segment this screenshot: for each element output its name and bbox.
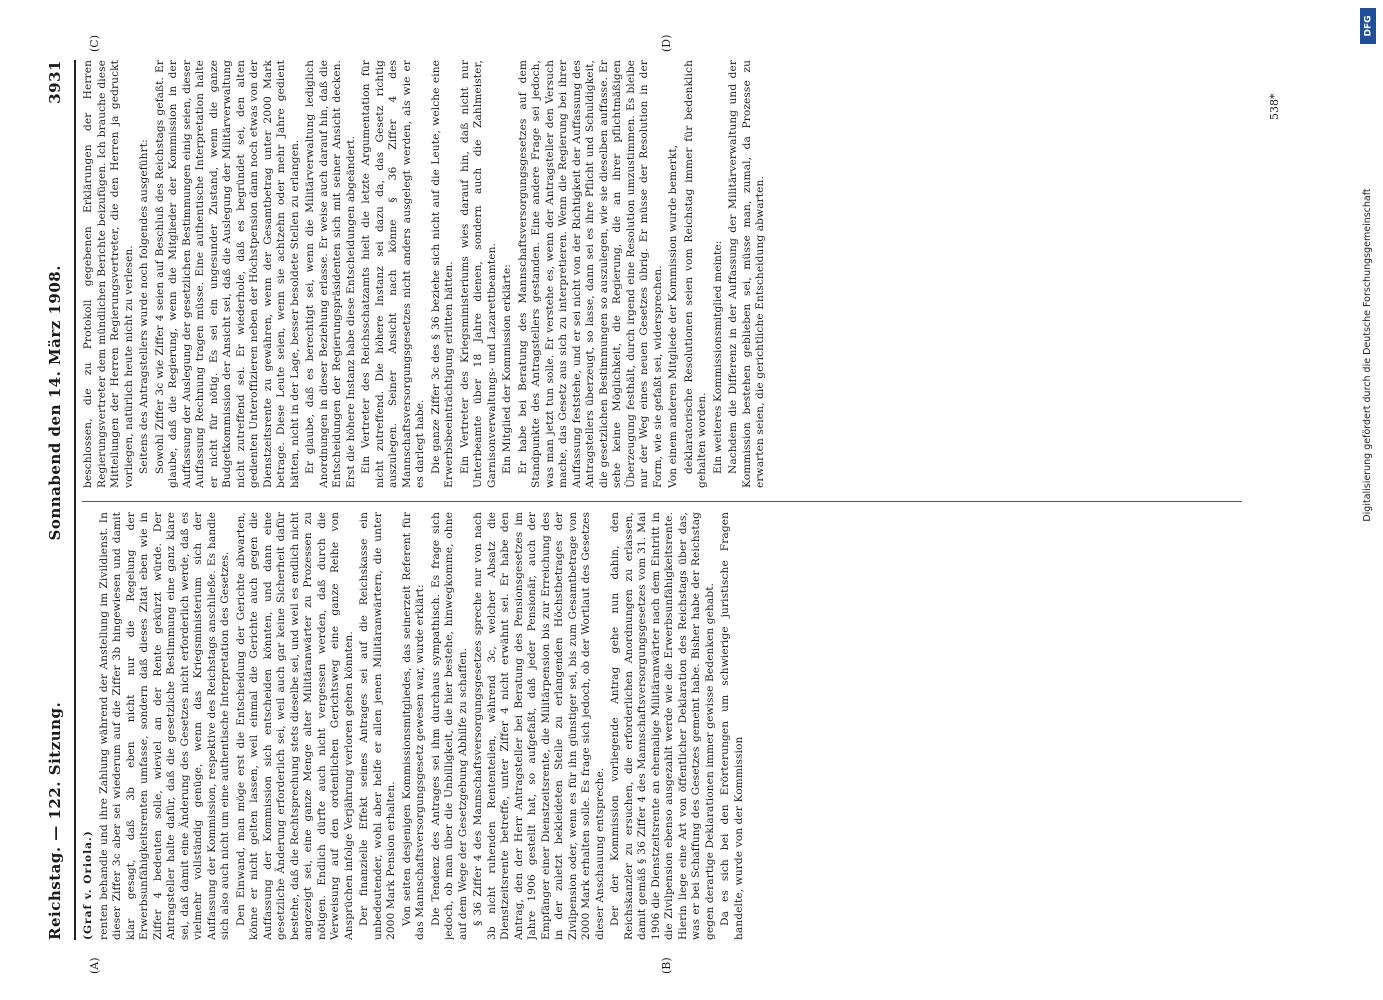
paragraph: Der der Kommission vorliegende Antrag gehe nun dahin, den Reichskanzler zu ersuchen, die erforderlichen Anordnungen zu erlassen, damit gemäß § 36 Ziffer 4 des Mannschaftsversorgungsgesetzes vom 31. Mai 1906 die Dienstzeitsrente an ehemalige Militäranwärter nach dem Eintritt in die Zivilpension ebenso ausgezahlt werde wie die Erwerbsunfähigkeitsrente. Hierin liege eine Art von öffentlicher Deklaration des Reichstags über das, was er bei Schaffung des Gesetzes gemeint habe. Bisher habe der Reichstag gegen derartige Deklarationen immer gewisse Bedenken gehabt.: [609, 512, 716, 940]
paragraph: beschlossen, die zu Protokoll gegebenen Erklärungen der Herren Regierungsvertreter dem mündlichen Berichte beizufügen. Ich brauche diese Mitteilungen der Herren Regierungsvertreter, die den Herren ja gedruckt vorliegen, natürlich heute nicht zu verlesen.: [82, 60, 135, 488]
margin-marker-b: (B): [660, 957, 673, 974]
paragraph: Er habe bei Beratung des Mannschaftsversorgungsgesetzes auf dem Standpunkte des Antragstellers gestanden. Eine andere Frage sei jedoch, was man jetzt tun solle. Er verstehe es, wenn der Antragsteller den Versuch mache, das Gesetz aus sich zu interpretieren. Wenn die Regierung bei ihrer Auffassung feststehe, und er sei nicht von der Richtigkeit der Auffassung des Antragstellers überzeugt, so lasse, dann sei es ihre Pflicht und Schuldigkeit, die gesetzlichen Bestimmungen so auszulegen, wie sie dieselben auffasse. Er sehe keine Möglichkeit, die Regierung, die an ihrer pflichtmäßigen Überzeugung festhält, durch irgend eine Resolution umzustimmen. Es bleibe nur der Weg eines neuen Gesetzes übrig. Er müsse der Resolution in der Form, wie sie gefaßt sei, widersprechen.: [516, 60, 664, 488]
paragraph: renten behandle und ihre Zahlung während der Anstellung im Zivildienst. In dieser Ziffer 3c aber sei wiederum auf die Ziffer 3b hingewiesen und damit klar gesagt, daß 3b eben nicht nur die Regelung der Erwerbsunfähigkeitsrenten umfasse, sondern daß dieses Zitat eben wie in Ziffer 4 bedeuten solle, wieviel an der Rente gekürzt würde. Der Antragsteller halte dafür, daß die gesetzliche Bestimmung eine ganz klare sei, daß damit eine Änderung des Gesetzes nicht erforderlich werde, daß es vielmehr vollständig genüge, wenn das Kriegsministerium sich der Auffassung der Kommission, respektive des Reichstags anschließe. Es handle sich also auch nicht um eine authentische Interpretation des Gesetzes.: [97, 512, 231, 940]
paragraph: deklaratorische Resolutionen seien vom Reichstag immer für bedenklich gehalten worden.: [682, 60, 708, 488]
right-column: [82, 60, 1287, 488]
page-header: [46, 60, 70, 940]
paragraph: Die ganze Ziffer 3c des § 36 beziehe sich nicht auf die Leute, welche eine Erwerbsbeeinträchtigung erlitten hätten.: [429, 60, 455, 488]
speaker-tag: (Graf v. Oriola.): [82, 830, 94, 940]
margin-marker-c: (C): [88, 35, 101, 52]
header-date: Sonnabend den 14. März 1908.: [46, 265, 64, 541]
credit-text: Digitalisierung gefördert durch die Deutsche Forschungsgemeinschaft: [1362, 188, 1373, 522]
left-column: [82, 512, 1287, 940]
paragraph: Ein Mitglied der Kommission erklärte:: [501, 264, 513, 474]
paragraph: Sowohl Ziffer 3c wie Ziffer 4 seien auf Beschluß des Reichstags gefaßt. Er glaube, daß die Regierung, wenn die Mitglieder der Kommission in der Auffassung der Auslegung der gesetzlichen Bestimmungen einig seien, dieser Auffassung Rechnung tragen müsse. Eine authentische Interpretation halte er nicht für nötig. Es sei ein ungesunder Zustand, wenn die ganze Budgetkommission der Ansicht sei, daß die Auslegung der Militärverwaltung nicht zutreffend sei. Er wiederhole, daß es begründet sei, den alten gedienten Unteroffizieren neben der Höchstpension dann noch etwas von der Dienstzeitsrente zu gewähren, wenn der Gesamtbetrag unter 2000 Mark betrage. Diese Leute seien, wenn sie achtzehn oder mehr Jahre gedient hätten, nicht in der Lage, besser besoldete Stellen zu erlangen.: [153, 60, 301, 488]
header-rule: [74, 60, 76, 940]
paragraph: Von seiten desjenigen Kommissionsmitgliedes, das seinerzeit Referent für das Mannschaftsversorgungsgesetz gewesen war, wurde erklärt:: [400, 512, 426, 940]
paragraph: Der finanzielle Effekt seines Antrages sei auf die Reichskasse ein unbedeutender, wohl aber helfe er allen jenen Militäranwärtern, die unter 2000 Mark Pension erhalten.: [358, 512, 397, 940]
paragraph: Nachdem die Differenz in der Auffassung der Militärverwaltung und der Kommission bestehen geblieben sei, müsse man, zumal, da Prozesse zu erwarten seien, die gerichtliche Entscheidung abwarten.: [727, 60, 766, 488]
paragraph: Die Tendenz des Antrages sei ihm durchaus sympathisch. Es frage sich jedoch, ob man über die Unbilligkeit, die hier bestehe, hinwegkomme, ohne auf dem Wege der Gesetzgebung Abhilfe zu schaffen.: [429, 512, 469, 940]
paragraph: Ein Vertreter des Reichsschatzamts hielt die letzte Argumentation für nicht zutreffend. Die höhere Instanz sei dazu da, das Gesetz richtig auszulegen. Seiner Ansicht nach könne § 36 Ziffer 4 des Mannschaftsversorgungsgesetzes nicht anders ausgelegt werden, als wie er es darlegt habe.: [360, 60, 426, 488]
header-left: Reichstag. — 122. Sitzung.: [46, 701, 64, 940]
dfg-logo-icon: DFG: [1360, 8, 1376, 44]
signature-mark: 538*: [1268, 93, 1281, 120]
paragraph: Seitens des Antragstellers wurde noch folgendes ausgeführt:: [138, 139, 150, 474]
page-number: 3931: [46, 60, 64, 104]
paragraph: Da es sich bei den Erörterungen um schwierige juristische Fragen handelte, wurde von der Kommission: [719, 512, 745, 940]
paragraph: § 36 Ziffer 4 des Mannschaftsversorgungsgesetzes spreche nur von nach 3b nicht ruhenden Rententeilen, während 3c, welcher Absatz die Dienstzeitsrente betreffe, unter Ziffer 4 nicht erwähnt sei. Er habe den Antrag, den der Herr Antragsteller bei Beratung des Pensionsgesetzes im Jahre 1906 gestellt hat, so aufgefaßt, daß jeder Pensionär, auch der Empfänger einer Dienstzeitsrente, die Militärpension bis zur Erreichung des in der zuletzt bekleideten Stelle zu erlangenden Höchstbetrages der Zivilpension oder, wenn es für ihn günstiger sei, bis zum Gesamtbetrage von 2000 Mark erhalten solle. Es frage sich jedoch, ob der Wortlaut des Gesetzes dieser Anschauung entspreche.: [472, 512, 606, 940]
paragraph: Von einem anderen Mitgliede der Kommission wurde bemerkt,: [667, 144, 679, 488]
margin-marker-d: (D): [660, 34, 673, 52]
paragraph: Ein Vertreter des Kriegsministeriums wies darauf hin, daß nicht nur Unterbeamte über 18 Jahre dienen, sondern auch die Zahlmeister, Garnisonverwaltungs- und Lazarettbeamten.: [458, 60, 498, 488]
column-divider: [82, 501, 1242, 502]
paragraph: Den Einwand, man möge erst die Entscheidung der Gerichte abwarten, könne er nicht gelten lassen, weil einmal die Gerichte auch gegen die Auffassung der Kommission sich entscheiden könnten, und dann eine gesetzliche Änderung erforderlich sei, weil auch gar keine Sicherheit dafür bestehe, daß die Rechtsprechung stets dieselbe sei, und weil es endlich nicht angezeigt sei, eine ganze Menge alter Militäranwärter zu Prozessen zu nötigen. Endlich dürfte auch nicht vergessen werden, daß durch die Verweisung auf den ordentlichen Gerichtsweg eine ganze Reihe von Ansprüchen infolge Verjährung verloren gehen könnten.: [234, 512, 355, 940]
digitization-credit: [1360, 8, 1378, 608]
paragraph: Er glaube, daß es berechtigt sei, wenn die Militärverwaltung lediglich Anordnungen in dieser Beziehung erlasse. Er weise auch darauf hin, daß die Entscheidungen der Regierungspräsidenten sich mit seiner Ansicht decken. Erst die höhere Instanz habe diese Entscheidungen abgeändert.: [304, 60, 357, 488]
margin-marker-a: (A): [88, 957, 101, 974]
paragraph: Ein weiteres Kommissionsmitglied meinte:: [711, 240, 724, 474]
